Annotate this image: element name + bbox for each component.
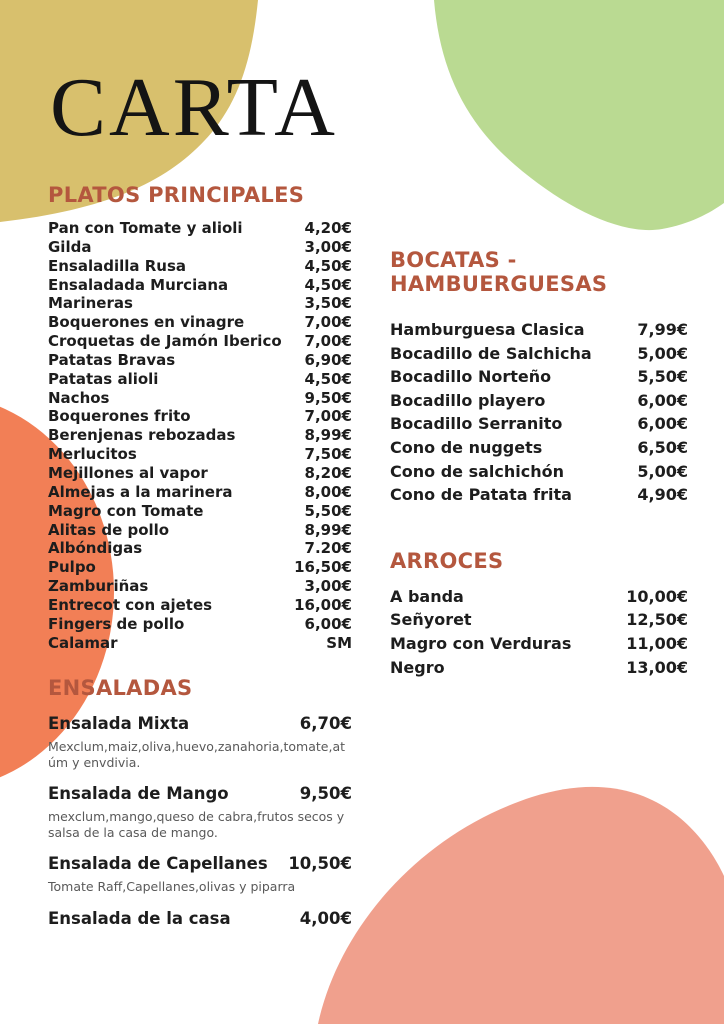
menu-item-row — [48, 351, 352, 370]
item-name: A banda — [390, 586, 464, 606]
item-price: 5,00€ — [637, 461, 688, 481]
menu-item-row — [390, 342, 688, 366]
item-name: Ensaladada Murciana — [48, 275, 229, 294]
menu-item-row — [48, 634, 352, 653]
item-price: 12,50€ — [626, 610, 688, 630]
menu-item-row — [48, 483, 352, 502]
menu-item-row — [48, 502, 352, 521]
menu-item-row — [390, 436, 688, 460]
item-price: 7,50€ — [304, 445, 352, 464]
salad-item — [48, 713, 352, 770]
item-name: Alitas de pollo — [48, 520, 170, 539]
item-name: Boquerones en vinagre — [48, 313, 245, 332]
section-heading-ensaladas: ENSALADAS — [48, 676, 193, 701]
menu-item-row — [390, 365, 688, 389]
page-title: CARTA — [50, 61, 338, 154]
item-name: Boquerones frito — [48, 407, 191, 426]
item-name: Cono de nuggets — [390, 437, 543, 457]
item-price: 4,20€ — [304, 219, 352, 237]
item-price: 7,00€ — [304, 332, 352, 351]
ensaladas-list — [48, 713, 352, 930]
item-price: 7,00€ — [304, 313, 352, 332]
item-price: 4,00€ — [299, 908, 352, 928]
item-price: 6,90€ — [304, 350, 352, 369]
menu-item-row — [48, 219, 352, 238]
salad-item — [48, 908, 352, 930]
item-name: Merlucitos — [48, 445, 137, 464]
item-price: 3,00€ — [304, 237, 352, 256]
item-name: Magro con Verduras — [390, 633, 572, 653]
item-name: Almejas a la marinera — [48, 482, 233, 501]
salad-item — [48, 783, 352, 840]
menu-item-row — [390, 656, 688, 680]
item-price: 5,50€ — [637, 367, 688, 387]
item-price: 11,00€ — [626, 633, 688, 653]
section-heading-bocatas: BOCATAS -HAMBUERGUESAS — [390, 248, 608, 296]
item-price: 9,50€ — [299, 784, 352, 804]
item-name: Nachos — [48, 388, 110, 407]
item-description: Mexclum,maiz,oliva,huevo,zanahoria,tomate,atúm y envdivia. — [48, 739, 346, 770]
menu-item-row — [48, 276, 352, 295]
menu-item-row — [390, 483, 688, 507]
item-name: Ensalada de la casa — [48, 908, 231, 928]
item-name: Hamburguesa Clasica — [390, 320, 585, 339]
item-name: Ensalada Mixta — [48, 714, 190, 734]
item-price: 8,99€ — [304, 520, 352, 539]
item-price: 7,00€ — [304, 407, 352, 426]
item-name: Ensaladilla Rusa — [48, 256, 187, 275]
item-price: 3,00€ — [304, 577, 352, 596]
item-name: Croquetas de Jamón Iberico — [48, 332, 282, 351]
menu-item-row — [48, 853, 352, 875]
item-name: Pan con Tomate y alioli — [48, 219, 243, 237]
item-name: Magro con Tomate — [48, 501, 204, 520]
item-price: 7.20€ — [304, 539, 352, 558]
item-price: 7,99€ — [637, 320, 688, 339]
item-price: 8,00€ — [304, 482, 352, 501]
item-name: Patatas Bravas — [48, 350, 176, 369]
item-name: Marineras — [48, 294, 133, 313]
menu-item-row — [48, 332, 352, 351]
menu-item-row — [390, 460, 688, 484]
item-price: 6,70€ — [299, 714, 352, 734]
bocatas-list — [390, 318, 688, 507]
item-name: Entrecot con ajetes — [48, 595, 213, 614]
menu-item-row — [390, 608, 688, 632]
item-price: 16,50€ — [294, 558, 352, 577]
arroces-list — [390, 585, 688, 679]
item-name: Bocadillo playero — [390, 390, 546, 410]
menu-item-row — [390, 389, 688, 413]
item-price: 5,00€ — [637, 343, 688, 363]
item-name: Gilda — [48, 237, 92, 256]
menu-item-row — [48, 313, 352, 332]
item-name: Cono de Patata frita — [390, 485, 572, 505]
menu-item-row — [48, 426, 352, 445]
section-heading-arroces: ARROCES — [390, 548, 504, 573]
item-name: Mejillones al vapor — [48, 463, 208, 482]
item-name: Pulpo — [48, 558, 96, 577]
menu-item-row — [48, 615, 352, 634]
right-column — [390, 248, 688, 679]
menu-item-row — [48, 445, 352, 464]
menu-item-row — [390, 632, 688, 656]
item-price: SM — [326, 633, 352, 652]
menu-item-row — [390, 412, 688, 436]
item-name: Negro — [390, 657, 445, 677]
item-price: 6,00€ — [637, 414, 688, 434]
menu-item-row — [48, 577, 352, 596]
menu-item-row — [390, 585, 688, 609]
item-price: 6,50€ — [637, 437, 688, 457]
menu-item-row — [48, 596, 352, 615]
item-price: 8,20€ — [304, 463, 352, 482]
item-price: 16,00€ — [294, 595, 352, 614]
menu-item-row — [48, 908, 352, 930]
menu-item-row — [48, 539, 352, 558]
platos-list — [48, 219, 352, 652]
menu-item-row — [48, 294, 352, 313]
item-price: 10,00€ — [626, 586, 688, 606]
item-name: Berenjenas rebozadas — [48, 426, 236, 445]
item-price: 6,00€ — [637, 390, 688, 410]
item-price: 4,50€ — [304, 275, 352, 294]
item-price: 10,50€ — [288, 854, 352, 874]
item-name: Bocadillo Norteño — [390, 367, 552, 387]
item-name: Bocadillo Serranito — [390, 414, 563, 434]
item-price: 4,50€ — [304, 256, 352, 275]
item-name: Patatas alioli — [48, 369, 159, 388]
menu-item-row — [48, 407, 352, 426]
item-price: 13,00€ — [626, 657, 688, 677]
menu-item-row — [48, 238, 352, 257]
item-description: mexclum,mango,queso de cabra,frutos secos y salsa de la casa de mango. — [48, 809, 345, 840]
item-description: Tomate Raff,Capellanes,olivas y piparra — [48, 879, 296, 895]
item-name: Cono de salchichón — [390, 461, 564, 481]
item-price: 8,99€ — [304, 426, 352, 445]
item-price: 4,90€ — [637, 485, 688, 505]
item-name: Ensalada de Mango — [48, 784, 229, 804]
item-name: Calamar — [48, 633, 118, 652]
menu-item-row — [48, 521, 352, 540]
section-heading-platos: PLATOS PRINCIPALES — [48, 183, 305, 207]
item-price: 5,50€ — [304, 501, 352, 520]
menu-item-row — [48, 558, 352, 577]
item-name: Ensalada de Capellanes — [48, 854, 268, 874]
item-price: 9,50€ — [304, 388, 352, 407]
menu-item-row — [48, 713, 352, 735]
menu-item-row — [48, 464, 352, 483]
menu-item-row — [48, 370, 352, 389]
menu-item-row — [48, 783, 352, 805]
menu-item-row — [48, 389, 352, 408]
item-price: 3,50€ — [304, 294, 352, 313]
menu-item-row — [48, 257, 352, 276]
item-name: Zamburiñas — [48, 577, 149, 596]
item-name: Albóndigas — [48, 539, 143, 558]
item-price: 6,00€ — [304, 614, 352, 633]
item-name: Bocadillo de Salchicha — [390, 343, 592, 363]
item-name: Señyoret — [390, 610, 472, 630]
left-column — [48, 183, 352, 930]
item-price: 4,50€ — [304, 369, 352, 388]
menu-item-row — [390, 318, 688, 342]
item-name: Fingers de pollo — [48, 614, 185, 633]
salad-item — [48, 853, 352, 895]
